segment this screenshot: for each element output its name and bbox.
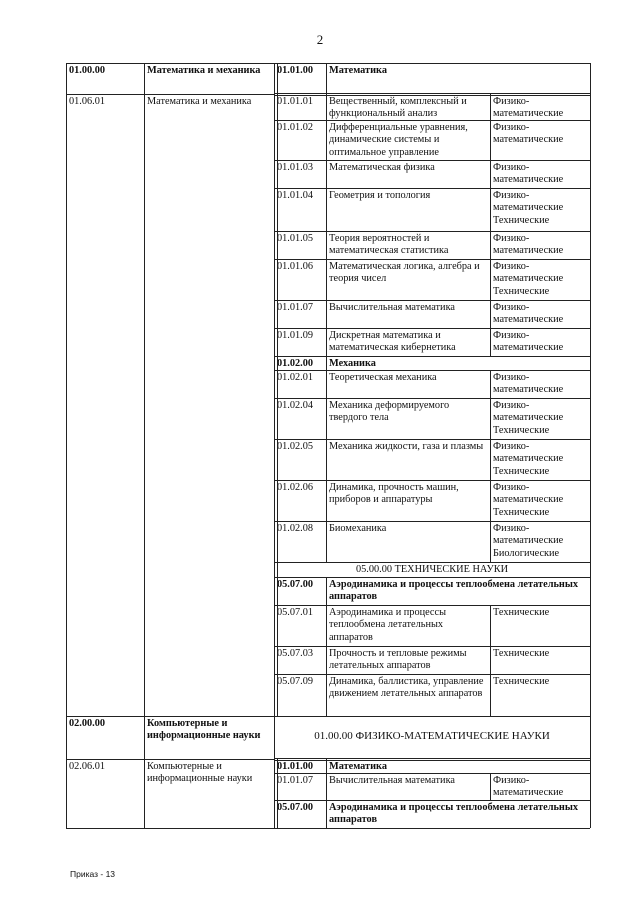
specialty-code: 01.01.09 <box>277 330 314 341</box>
specialty-science: Физико-математические <box>493 302 564 326</box>
specialty-code: 01.02.01 <box>277 372 314 383</box>
section-code: 05.07.00 <box>277 579 314 590</box>
section-name: Механика <box>329 358 376 369</box>
specialty-science: Физико-математические Технические <box>493 261 564 297</box>
group-code: 02.06.01 <box>69 761 106 772</box>
specialty-code: 05.07.01 <box>277 607 314 618</box>
specialty-code: 01.01.07 <box>277 302 314 313</box>
specialty-name: Математическая логика, алгебра и теория чисел <box>329 261 480 285</box>
specialty-name: Аэродинамика и процессы теплообмена летательных аппаратов <box>329 607 446 643</box>
specialty-science: Физико-математические <box>493 330 564 354</box>
footer-order-label: Приказ - 13 <box>70 869 116 879</box>
specialty-science: Физико-математические Технические <box>493 482 564 518</box>
section-name: Математика <box>329 761 387 772</box>
specialty-code: 01.02.04 <box>277 400 314 411</box>
group-name: Компьютерные и информационные науки <box>147 718 261 742</box>
page-number: 2 <box>316 32 324 47</box>
table-right-border <box>590 63 591 828</box>
specialty-science: Физико-математические <box>493 162 564 186</box>
specialty-name: Динамика, баллистика, управление движением летательных аппаратов <box>329 676 484 700</box>
banner-technical-sciences: 05.00.00 ТЕХНИЧЕСКИЕ НАУКИ <box>355 564 509 575</box>
specialty-code: 01.02.05 <box>277 441 314 452</box>
specialty-science: Физико-математические Технические <box>493 400 564 436</box>
specialty-science: Физико-математические Биологические <box>493 523 564 559</box>
specialty-code: 01.01.03 <box>277 162 314 173</box>
column-divider <box>490 605 491 716</box>
specialty-science: Физико-математические <box>493 372 564 396</box>
section-name: Математика <box>329 65 387 76</box>
section-divider <box>274 758 590 759</box>
group-name: Компьютерные и информационные науки <box>147 761 253 785</box>
specialty-code: 01.02.06 <box>277 482 314 493</box>
section-code: 01.01.00 <box>277 65 314 76</box>
specialty-name: Дискретная математика и математическая кибернетика <box>329 330 456 354</box>
table-bottom-border <box>66 828 590 829</box>
specialty-name: Вычислительная математика <box>329 302 455 313</box>
row-divider <box>66 759 274 760</box>
banner-physmath-sciences: 01.00.00 ФИЗИКО-МАТЕМАТИЧЕСКИЕ НАУКИ <box>314 730 550 742</box>
specialty-name: Биомеханика <box>329 523 387 534</box>
row-divider <box>274 356 590 357</box>
specialty-name: Вычислительная математика <box>329 775 455 786</box>
specialty-code: 01.01.06 <box>277 261 314 272</box>
specialty-code: 01.01.01 <box>277 96 314 107</box>
specialty-name: Прочность и тепловые режимы летательных аппаратов <box>329 648 467 672</box>
specialty-code: 05.07.03 <box>277 648 314 659</box>
section-code: 01.01.00 <box>277 761 314 772</box>
section-code: 01.02.00 <box>277 358 314 369</box>
column-divider <box>490 370 491 562</box>
table-left-border <box>66 63 67 828</box>
specialty-science: Физико-математические Технические <box>493 441 564 477</box>
column-divider <box>326 577 327 716</box>
specialty-name: Механика деформируемого твердого тела <box>329 400 450 424</box>
specialty-science: Физико-математические <box>493 775 564 799</box>
specialty-code: 01.01.02 <box>277 122 314 133</box>
specialty-science: Технические <box>493 676 550 687</box>
group-name: Математика и механика <box>147 65 261 76</box>
group-code: 01.00.00 <box>69 65 106 76</box>
specialty-name: Дифференциальные уравнения, динамические системы и оптимальное управление <box>329 122 468 158</box>
group-name: Математика и механика <box>147 96 252 107</box>
section-divider <box>274 760 590 761</box>
specialty-name: Теория вероятностей и математическая статистика <box>329 233 449 257</box>
column-divider <box>490 94 491 356</box>
group-code: 01.06.01 <box>69 96 106 107</box>
row-divider <box>274 562 590 563</box>
column-divider <box>274 63 275 828</box>
section-divider <box>274 93 590 94</box>
column-divider <box>490 773 491 800</box>
specialty-code: 01.01.05 <box>277 233 314 244</box>
specialty-science: Физико-математические Технические <box>493 190 564 226</box>
column-divider <box>144 63 145 828</box>
specialty-name: Вещественный, комплексный и функциональный анализ <box>329 96 467 120</box>
specialty-code: 01.01.04 <box>277 190 314 201</box>
section-divider <box>274 95 590 96</box>
section-code: 05.07.00 <box>277 802 314 813</box>
specialty-code: 01.01.07 <box>277 775 314 786</box>
group-code: 02.00.00 <box>69 718 106 729</box>
specialty-science: Технические <box>493 648 550 659</box>
specialty-name: Геометрия и топология <box>329 190 431 201</box>
specialty-name: Механика жидкости, газа и плазмы <box>329 441 484 452</box>
column-divider <box>326 759 327 828</box>
row-divider <box>66 94 274 95</box>
specialty-science: Физико-математические <box>493 96 564 120</box>
specialty-science: Физико-математические <box>493 233 564 257</box>
specialty-science: Физико-математические <box>493 122 564 146</box>
specialty-code: 05.07.09 <box>277 676 314 687</box>
specialty-science: Технические <box>493 607 550 618</box>
column-divider <box>326 63 327 562</box>
column-divider <box>277 63 278 716</box>
specialty-name: Динамика, прочность машин, приборов и аппаратуры <box>329 482 459 506</box>
column-divider <box>277 759 278 828</box>
section-name: Аэродинамика и процессы теплообмена летательных аппаратов <box>329 802 579 826</box>
section-name: Аэродинамика и процессы теплообмена летательных аппаратов <box>329 579 579 603</box>
specialty-name: Математическая физика <box>329 162 435 173</box>
specialty-code: 01.02.08 <box>277 523 314 534</box>
specialty-name: Теоретическая механика <box>329 372 437 383</box>
